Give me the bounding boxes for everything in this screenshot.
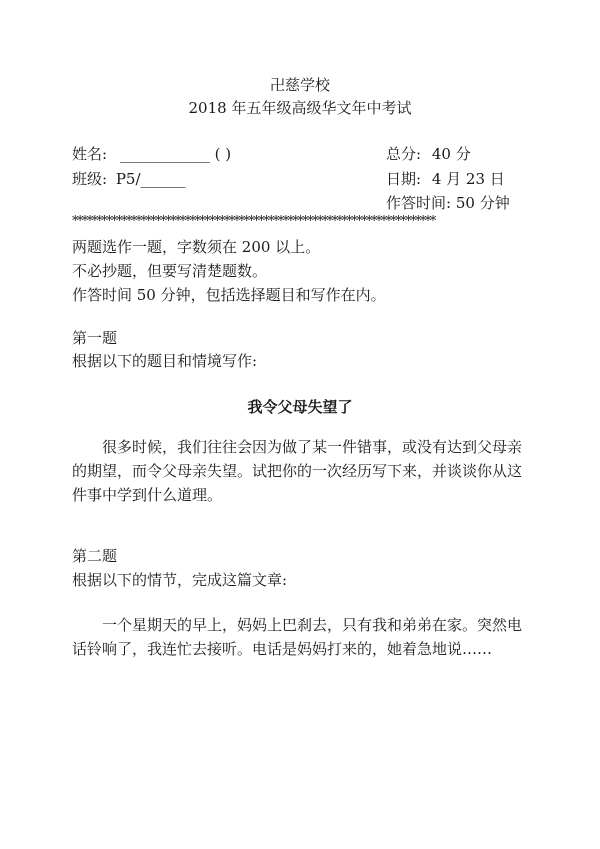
question1-number: 第一题 bbox=[72, 329, 118, 347]
time-value: 50 分钟 bbox=[455, 194, 510, 212]
instruction-line: 不必抄题，但要写清楚题数。 bbox=[72, 262, 268, 280]
exam-duration bbox=[386, 192, 510, 213]
date-label: 日期: bbox=[386, 170, 422, 188]
class-value: P5/______ bbox=[115, 170, 186, 188]
exam-title: 2018 年五年级高级华文年中考试 bbox=[188, 99, 412, 117]
question2-prompt: 根据以下的情节，完成这篇文章: bbox=[72, 571, 288, 589]
question1-body: 很多时候，我们往往会因为做了某一件错事，或没有达到父母亲的期望，而令父母亲失望。试把你的一次经历写下来，并谈谈你从这件事中学到什么道理。 bbox=[72, 438, 523, 504]
total-score bbox=[386, 143, 471, 164]
school-name: 卍慈学校 bbox=[269, 76, 330, 94]
question1-title: 我令父母失望了 bbox=[247, 398, 353, 416]
name-label: 姓名: bbox=[72, 145, 108, 163]
name-blank: ____________ ( ) bbox=[119, 145, 232, 163]
class-field bbox=[72, 168, 186, 189]
question1-prompt: 根据以下的题目和情境写作: bbox=[72, 352, 258, 370]
question2-number: 第二题 bbox=[72, 547, 118, 565]
star-divider: ************************************************************************** bbox=[72, 214, 435, 229]
name-field bbox=[72, 143, 231, 164]
time-label: 作答时间: bbox=[386, 194, 452, 212]
total-value: 40 分 bbox=[431, 145, 471, 163]
class-label: 班级: bbox=[72, 170, 108, 188]
question2-body: 一个星期天的早上，妈妈上巴刹去，只有我和弟弟在家。突然电话铃响了，我连忙去接听。电话是妈妈打来的，她着急地说…… bbox=[72, 616, 523, 658]
date-value: 4 月 23 日 bbox=[431, 170, 505, 188]
instruction-line: 两题选作一题，字数须在 200 以上。 bbox=[72, 238, 321, 256]
total-label: 总分: bbox=[386, 145, 422, 163]
instruction-line: 作答时间 50 分钟，包括选择题目和写作在内。 bbox=[72, 286, 386, 304]
exam-date bbox=[386, 168, 505, 189]
